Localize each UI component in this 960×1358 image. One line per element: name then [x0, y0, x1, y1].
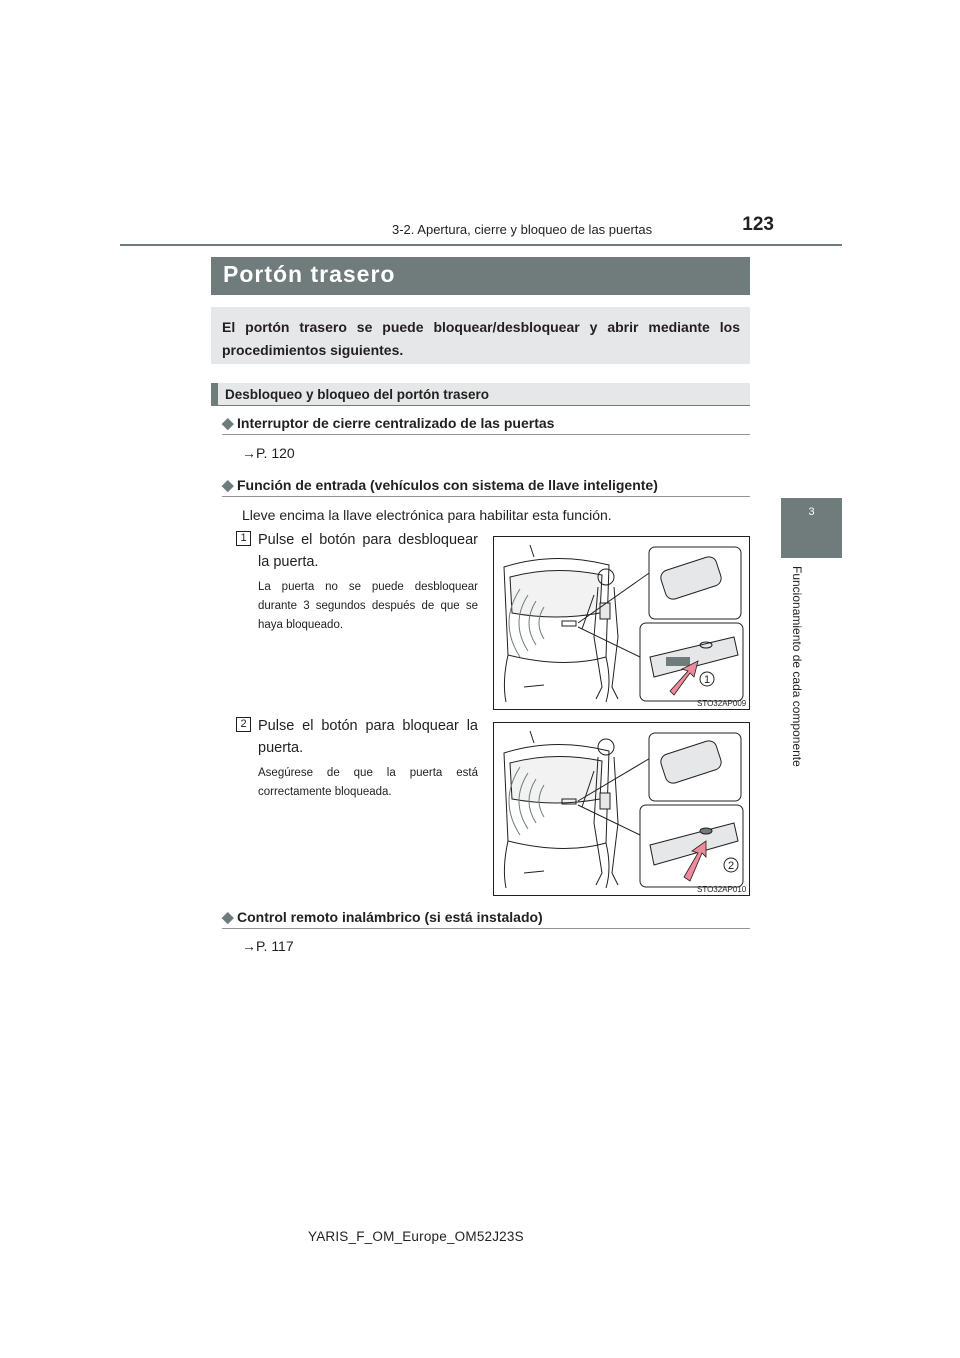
- figure-lock-illustration: [493, 722, 750, 896]
- figure-unlock-illustration: [493, 536, 750, 710]
- item-rule: [222, 928, 750, 929]
- diamond-bullet-icon: ◆: [222, 415, 234, 432]
- step-note: Asegúrese de que la puerta está correctamente bloqueada.: [258, 767, 478, 798]
- figure-callout-label: 1: [703, 674, 711, 686]
- figure-callout-label: 2: [727, 860, 735, 872]
- step-instruction: Pulse el botón para bloquear la puerta.: [258, 718, 478, 756]
- step-note: La puerta no se puede desbloquear durante 3 segundos después de que se haya bloqueado.: [258, 581, 478, 631]
- subsection-marker: [211, 383, 218, 406]
- document-footer-code: YARIS_F_OM_Europe_OM52J23S: [308, 1229, 524, 1244]
- subsection-title: Desbloqueo y bloqueo del portón trasero: [225, 387, 490, 402]
- item-heading-entry-function: ◆ Función de entrada (vehículos con sistema de llave inteligente): [222, 477, 658, 494]
- item-description: Lleve encima la llave electrónica para habilitar esta función.: [242, 507, 612, 523]
- diamond-bullet-icon: ◆: [222, 909, 234, 926]
- page-reference-link[interactable]: →P. 120: [242, 445, 295, 461]
- running-header-section: 3-2. Apertura, cierre y bloqueo de las puertas: [392, 222, 653, 237]
- figure-code: STO32AP009: [697, 699, 747, 708]
- header-rule: [120, 244, 842, 246]
- figure-code: STO32AP010: [697, 885, 747, 894]
- car-tailgate-lock-illustration: [494, 723, 749, 895]
- step-instruction: Pulse el botón para desbloquear la puerta.: [258, 532, 478, 570]
- item-heading-remote-control: ◆ Control remoto inalámbrico (si está instalado): [222, 909, 543, 926]
- diamond-bullet-icon: ◆: [222, 477, 234, 494]
- page-title: Portón trasero: [223, 261, 396, 287]
- item-rule: [222, 434, 750, 435]
- chapter-number: 3: [808, 506, 815, 518]
- page-reference-link[interactable]: →P. 117: [242, 938, 294, 954]
- page-number: 123: [742, 214, 774, 235]
- step-number-badge: 2: [236, 717, 251, 732]
- item-heading-central-lock: ◆ Interruptor de cierre centralizado de las puertas: [222, 415, 555, 432]
- intro-text: El portón trasero se puede bloquear/desbloquear y abrir mediante los procedimientos siguientes.: [222, 319, 740, 358]
- step-number-badge: 1: [236, 531, 251, 546]
- item-rule: [222, 496, 750, 497]
- car-tailgate-unlock-illustration: [494, 537, 749, 709]
- chapter-title: Funcionamiento de cada componente: [790, 566, 804, 767]
